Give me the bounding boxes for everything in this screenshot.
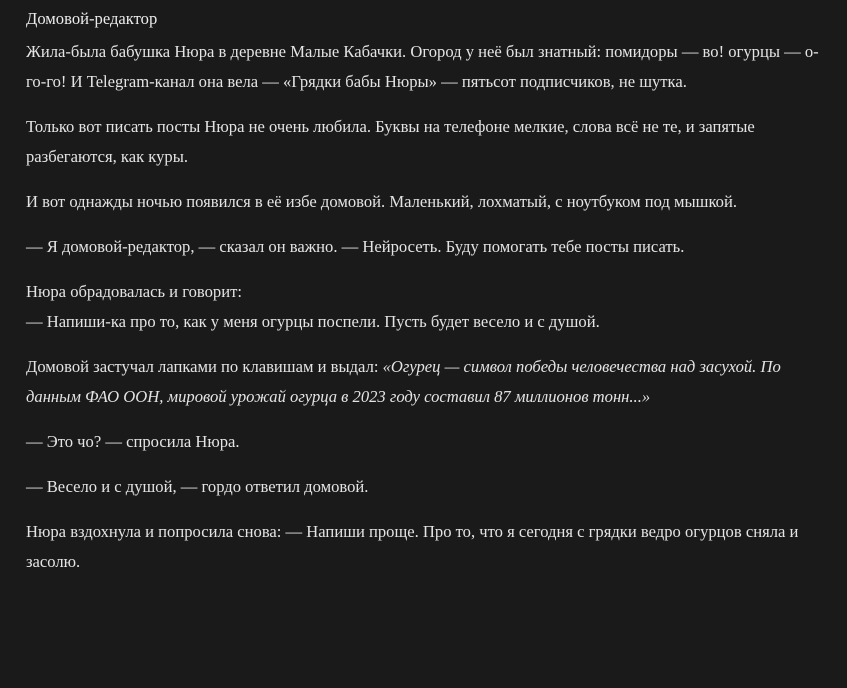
paragraph-nyura-request-line-1: Нюра обрадовалась и говорит: — [26, 282, 242, 301]
paragraph-domovoy-answer — [26, 472, 833, 502]
story-title: Домовой-редактор — [26, 9, 158, 28]
paragraph-domovoy-introduction-text: — Я домовой-редактор, — сказал он важно. — Нейросеть. Буду помогать тебе посты писать. — [26, 237, 685, 256]
paragraph-domovoy-appears — [26, 187, 833, 217]
paragraph-domovoy-output-lead: Домовой застучал лапками по клавишам и выдал: — [26, 357, 383, 376]
paragraph-posting-problem — [26, 112, 833, 172]
paragraph-nyura-retry-text: Нюра вздохнула и попросила снова: — Напиши проще. Про то, что я сегодня с грядки ведро огурцов сняла и засолю. — [26, 522, 799, 571]
paragraph-intro-text: Жила-была бабушка Нюра в деревне Малые Кабачки. Огород у неё был знатный: помидоры — во! огурцы — о-го-го! И Telegram-канал она вела — «Грядки бабы Нюры» — пятьсот подписчиков, не шутка. — [26, 42, 819, 91]
paragraph-nyura-question-text: — Это чо? — спросила Нюра. — [26, 432, 240, 451]
paragraph-domovoy-appears-text: И вот однажды ночью появился в её избе домовой. Маленький, лохматый, с ноутбуком под мышкой. — [26, 192, 738, 211]
paragraph-nyura-retry — [26, 517, 833, 577]
paragraph-domovoy-output-quote: «Огурец — символ победы человечества над засухой. По данным ФАО ООН, мировой урожай огурца в 2023 году составил 87 миллионов тонн...» — [26, 357, 781, 406]
paragraph-nyura-request — [26, 277, 833, 337]
paragraph-domovoy-introduction — [26, 232, 833, 262]
paragraph-domovoy-answer-text: — Весело и с душой, — гордо ответил домовой. — [26, 477, 369, 496]
paragraph-domovoy-output — [26, 352, 833, 412]
paragraph-nyura-request-line-2: — Напиши-ка про то, как у меня огурцы поспели. Пусть будет весело и с душой. — [26, 312, 600, 331]
paragraph-nyura-question — [26, 427, 833, 457]
paragraph-posting-problem-text: Только вот писать посты Нюра не очень любила. Буквы на телефоне мелкие, слова всё не те, и запятые разбегаются, как куры. — [26, 117, 755, 166]
paragraph-intro — [26, 37, 833, 97]
